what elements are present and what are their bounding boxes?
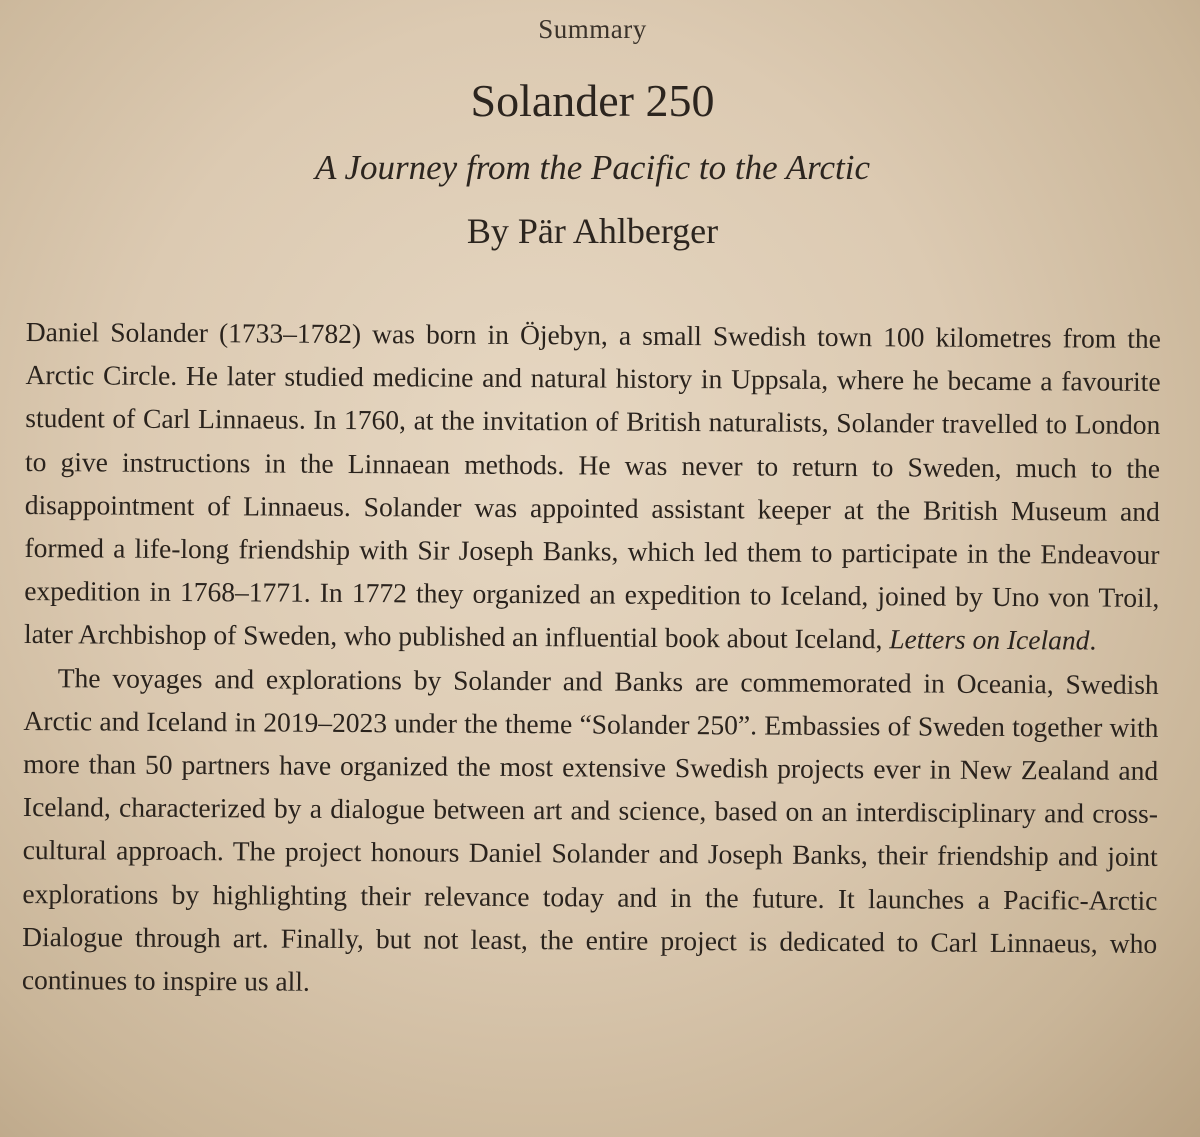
book-title-letters-on-iceland: Letters on Iceland xyxy=(889,623,1090,656)
paragraph-2: The voyages and explorations by Solander and Banks are commemorated in Oceania, Swedish Arctic and Iceland in 2019–2023 under the theme “Solander 250”. Embassies of Sweden together with more than 50 partners have organized the most extensive Swedish projects ever in New Zealand and Iceland, characterized by a dialogue between art and science, based on an interdisciplinary and cross-cultural approach. The project honours Daniel Solander and Joseph Banks, their friendship and joint explorations by highlighting their relevance today and in the future. It launches a Pacific-Arctic Dialogue through art. Finally, but not least, the entire project is dedicated to Carl Linnaeus, who continues to inspire us all. xyxy=(21,661,1159,997)
paragraph-1 xyxy=(24,310,1161,663)
paragraph-1-text: Daniel Solander (1733–1782) was born in Öjebyn, a small Swedish town 100 kilometres from the Arctic Circle. He later studied medicine and natural history in Uppsala, where he became a favourite student of Carl Linnaeus. In 1760, at the invitation of British naturalists, Solander travelled to London to give instructions in the Linnaean methods. He was never to return to Sweden, much to the disappointment of Linnaeus. Solander was appointed assistant keeper at the British Museum and formed a life-long friendship with Sir Joseph Banks, which led them to participate in the Endeavour expedition in 1768–1771. In 1772 they organized an expedition to Iceland, joined by Uno von Troil, later Archbishop of Sweden, who published an influential book about Iceland, xyxy=(23,315,1161,655)
page-subtitle: A Journey from the Pacific to the Arctic xyxy=(315,148,870,187)
page-title: Solander 250 xyxy=(470,75,715,126)
author-byline: By Pär Ahlberger xyxy=(466,211,719,251)
summary-body xyxy=(22,310,1161,1008)
paragraph-1-end: . xyxy=(1089,624,1097,656)
section-label: Summary xyxy=(538,14,647,44)
